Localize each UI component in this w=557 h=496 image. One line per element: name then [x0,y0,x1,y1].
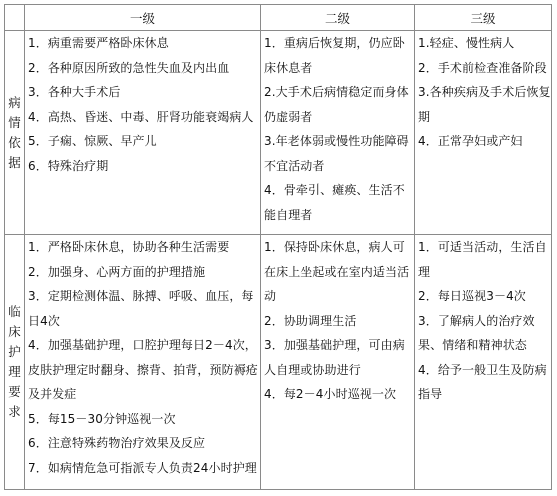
header-level2: 二级 [261,5,415,31]
list-item: 5．每15－30分钟巡视一次 [28,411,176,426]
list-item: 3．各种大手术后 [28,85,121,99]
cell-care-level1 [25,235,261,490]
row-label-condition-basis: 病 情 依 据 [5,31,25,235]
list-item: 2．各种原因所致的急性失血及内出血 [28,60,230,75]
list-item: 6．注意特殊药物治疗效果及反应 [28,436,206,450]
header-row [5,5,552,31]
header-level1: 一级 [25,5,261,31]
cell-basis-level1 [25,31,261,235]
list-item: 1．保持卧床休息，病人可在床上坐起或在室内适当活动 [264,240,410,303]
list-item: 1．重病后恢复期，仍应卧床休息者 [264,36,405,75]
list-item: 4．加强基础护理，口腔护理每日2－4次，皮肤护理定时翻身、擦背、拍背，预防褥疮及并发症 [28,338,258,401]
header-level3: 三级 [415,5,552,31]
cell-care-level2 [261,235,415,490]
list-item: 3.各种疾病及手术后恢复期 [418,85,551,124]
header-corner [5,5,25,31]
list-item: 2．协助调理生活 [264,313,357,328]
list-item: 1．严格卧床休息，协助各种生活需要 [28,240,230,254]
list-item: 4．高热、昏迷、中毒、肝肾功能衰竭病人 [28,109,254,124]
list-item: 4．给予一般卫生及防病指导 [418,362,547,401]
cell-basis-level3 [415,31,552,235]
row-condition-basis [5,31,552,235]
list-item: 4．正常孕妇或产妇 [418,134,523,148]
list-item: 2.大手术后病情稳定而身体仍虚弱者 [264,85,409,124]
list-item: 1.轻症、慢性病人 [418,36,515,50]
list-item: 1．可适当活动，生活自理 [418,240,547,279]
list-item: 3．了解病人的治疗效果、情绪和精神状态 [418,313,535,352]
list-item: 2．加强身、心两方面的护理措施 [28,264,206,279]
nursing-level-table [4,4,552,490]
list-item: 2．手术前检查准备阶段 [418,60,547,75]
list-item: 1．病重需要严格卧床休息 [28,36,169,50]
list-item: 6．特殊治疗期 [28,158,109,173]
cell-care-level3 [415,235,552,490]
list-item: 3．定期检测体温、脉搏、呼吸、血压，每日4次 [28,289,254,328]
list-item: 4．每2－4小时巡视一次 [264,387,397,401]
cell-basis-level2 [261,31,415,235]
list-item: 5．子痫、惊厥、早产儿 [28,134,157,148]
list-item: 7．如病情危急可指派专人负责24小时护理 [28,460,257,475]
list-item: 4．骨牵引、瘫痪、生活不能自理者 [264,183,405,222]
list-item: 2．每日巡视3－4次 [418,289,526,303]
list-item: 3．加强基础护理，可由病人自理或协助进行 [264,338,405,377]
row-clinical-care [5,235,552,490]
row-label-clinical-care: 临 床 护 理 要 求 [5,235,25,490]
list-item: 3.年老体弱或慢性功能障碍不宜活动者 [264,134,409,173]
